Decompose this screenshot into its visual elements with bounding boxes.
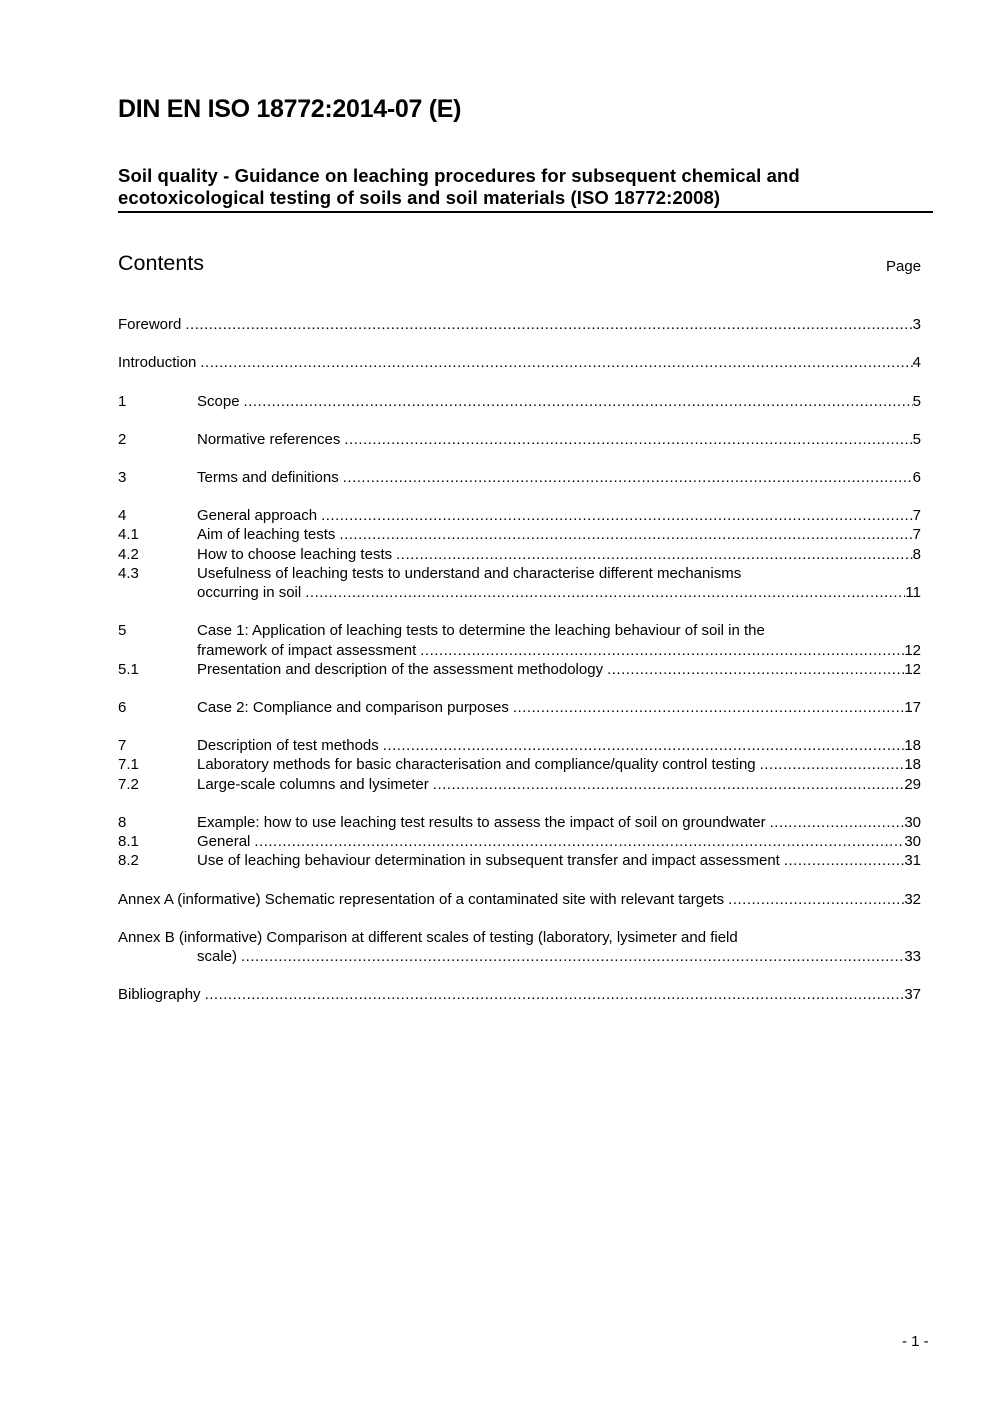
toc-entry-label: How to choose leaching tests — [197, 546, 393, 563]
toc-entry — [118, 392, 921, 411]
toc-entry — [118, 755, 921, 774]
toc-entry-page: 18 — [904, 737, 921, 754]
toc-entry — [118, 947, 921, 966]
toc-entry-text — [197, 525, 921, 544]
toc-entry — [118, 621, 921, 640]
toc-entry — [118, 315, 921, 334]
document-title: DIN EN ISO 18772:2014-07 (E) — [118, 95, 462, 123]
subtitle-line-2: ecotoxicological testing of soils and soil materials (ISO 18772:2008) — [118, 187, 721, 208]
toc-dot-leader — [344, 430, 912, 449]
toc-entry-page: 8 — [912, 546, 921, 563]
toc-entry — [118, 851, 921, 870]
toc-entry-text — [197, 736, 921, 755]
toc-entry-page: 30 — [904, 833, 921, 850]
toc-entry-text — [118, 890, 921, 909]
toc-entry-number: 3 — [118, 469, 127, 486]
toc-dot-leader — [513, 698, 904, 717]
toc-entry-text — [197, 660, 921, 679]
contents-heading: Contents — [118, 251, 205, 275]
page-column-label: Page — [886, 258, 922, 275]
toc-entry — [118, 928, 921, 947]
toc-entry-label: Introduction — [118, 354, 197, 371]
toc-entry — [118, 564, 921, 583]
toc-dot-leader — [420, 641, 904, 660]
toc-entry-label: Case 1: Application of leaching tests to determine the leaching behaviour of soil in the — [197, 622, 765, 639]
toc-dot-leader — [396, 545, 913, 564]
toc-entry-page: 4 — [912, 354, 921, 371]
toc-entry — [118, 353, 921, 372]
toc-entry — [118, 583, 921, 602]
toc-entry-number: 4.1 — [118, 526, 139, 543]
toc-entry-page: 37 — [904, 986, 921, 1003]
toc-entry-text — [197, 506, 921, 525]
toc-entry-number: 7.2 — [118, 776, 139, 793]
toc-entry-text — [197, 430, 921, 449]
toc-entry-label: framework of impact assessment — [197, 642, 417, 659]
toc-entry-page: 5 — [912, 393, 921, 410]
toc-dot-leader — [200, 353, 912, 372]
toc-entry-text — [197, 545, 921, 564]
toc-entry — [118, 775, 921, 794]
toc-entry-label: Scope — [197, 393, 240, 410]
footer-page-number: - 1 - — [902, 1333, 929, 1350]
toc-dot-leader — [760, 755, 905, 774]
toc-entry-text — [118, 315, 921, 334]
toc-entry — [118, 985, 921, 1004]
toc-entry-page: 33 — [904, 948, 921, 965]
toc-entry-text — [197, 755, 921, 774]
toc-entry — [118, 736, 921, 755]
toc-entry-label: Example: how to use leaching test results to assess the impact of soil on groundwater — [197, 814, 766, 831]
toc-entry-text — [197, 832, 921, 851]
toc-dot-leader — [305, 583, 905, 602]
toc-entry-page: 5 — [912, 431, 921, 448]
toc-entry — [118, 506, 921, 525]
toc-entry-text — [118, 353, 921, 372]
toc-entry-label: Presentation and description of the assessment methodology — [197, 661, 604, 678]
toc-entry-page: 17 — [904, 699, 921, 716]
toc-entry-label: Aim of leaching tests — [197, 526, 336, 543]
toc-entry-text — [197, 583, 921, 602]
toc-dot-leader — [241, 947, 904, 966]
toc-entry — [118, 698, 921, 717]
toc-entry-text — [197, 641, 921, 660]
toc-entry-number: 5 — [118, 622, 127, 639]
toc-entry-label: Case 2: Compliance and comparison purposes — [197, 699, 509, 716]
toc-entry-label: Bibliography — [118, 986, 201, 1003]
toc-dot-leader — [321, 506, 913, 525]
toc-entry-page: 30 — [904, 814, 921, 831]
toc-dot-leader — [784, 851, 904, 870]
toc-entry — [118, 641, 921, 660]
toc-entry-label: Large-scale columns and lysimeter — [197, 776, 429, 793]
toc-entry-number: 8 — [118, 814, 127, 831]
toc-entry-label: Foreword — [118, 316, 182, 333]
toc-dot-leader — [254, 832, 904, 851]
toc-entry-text — [197, 775, 921, 794]
toc-entry-number: 6 — [118, 699, 127, 716]
toc-dot-leader — [244, 392, 913, 411]
toc-entry-label: Annex B (informative) Comparison at different scales of testing (laboratory, lysimeter and field — [118, 929, 738, 946]
toc-entry-label: scale) — [197, 948, 238, 965]
toc-entry-page: 11 — [905, 584, 921, 601]
toc-dot-leader — [343, 468, 913, 487]
toc-dot-leader — [383, 736, 905, 755]
toc-entry-number: 8.1 — [118, 833, 139, 850]
toc-entry-text — [197, 621, 921, 640]
toc-entry-text — [197, 813, 921, 832]
toc-entry — [118, 813, 921, 832]
document-subtitle — [118, 165, 933, 213]
toc-entry-number: 4 — [118, 507, 127, 524]
toc-entry-number: 4.2 — [118, 546, 139, 563]
toc-entry-label: Normative references — [197, 431, 341, 448]
toc-entry — [118, 430, 921, 449]
toc-dot-leader — [205, 985, 905, 1004]
toc-dot-leader — [770, 813, 905, 832]
toc-dot-leader — [607, 660, 904, 679]
toc-entry-page: 31 — [904, 852, 921, 869]
toc-entry-text — [118, 928, 921, 947]
toc-entry-number: 1 — [118, 393, 127, 410]
toc-entry — [118, 545, 921, 564]
toc-entry-label: Description of test methods — [197, 737, 379, 754]
toc-entry-text — [118, 985, 921, 1004]
toc-entry — [118, 832, 921, 851]
toc-dot-leader — [728, 890, 904, 909]
toc-entry-label: Annex A (informative) Schematic representation of a contaminated site with relevant targets — [118, 891, 725, 908]
toc-entry-label: occurring in soil — [197, 584, 302, 601]
toc-entry-text — [197, 947, 921, 966]
toc-entry-page: 32 — [904, 891, 921, 908]
toc-entry-number: 7 — [118, 737, 127, 754]
toc-entry-page: 29 — [904, 776, 921, 793]
toc-entry-label: Terms and definitions — [197, 469, 339, 486]
toc-entry-number: 8.2 — [118, 852, 139, 869]
toc-entry-label: General — [197, 833, 251, 850]
toc-entry-number: 5.1 — [118, 661, 139, 678]
toc-entry-page: 7 — [912, 507, 921, 524]
toc-entry-label: Use of leaching behaviour determination in subsequent transfer and impact assessment — [197, 852, 780, 869]
toc-entry — [118, 660, 921, 679]
subtitle-line-1: Soil quality - Guidance on leaching procedures for subsequent chemical and — [118, 165, 800, 186]
toc-entry-page: 12 — [904, 661, 921, 678]
toc-entry-text — [197, 851, 921, 870]
toc-entry-page: 6 — [912, 469, 921, 486]
toc-entry-page: 12 — [904, 642, 921, 659]
toc-entry-page: 3 — [912, 316, 921, 333]
toc-entry-text — [197, 468, 921, 487]
toc-entry-number: 2 — [118, 431, 127, 448]
toc-entry-text — [197, 564, 921, 583]
toc-entry-text — [197, 698, 921, 717]
toc-entry-label: Usefulness of leaching tests to understand and characterise different mechanisms — [197, 565, 742, 582]
toc-dot-leader — [185, 315, 912, 334]
toc-dot-leader — [433, 775, 905, 794]
toc-entry — [118, 525, 921, 544]
toc-entry — [118, 890, 921, 909]
toc-entry-page: 7 — [912, 526, 921, 543]
toc-entry-label: Laboratory methods for basic characterisation and compliance/quality control testing — [197, 756, 756, 773]
toc-entry-text — [197, 392, 921, 411]
toc-entry-label: General approach — [197, 507, 318, 524]
toc-entry-number: 7.1 — [118, 756, 139, 773]
toc-entry — [118, 468, 921, 487]
toc-dot-leader — [339, 525, 912, 544]
toc-entry-page: 18 — [904, 756, 921, 773]
toc-entry-number: 4.3 — [118, 565, 139, 582]
